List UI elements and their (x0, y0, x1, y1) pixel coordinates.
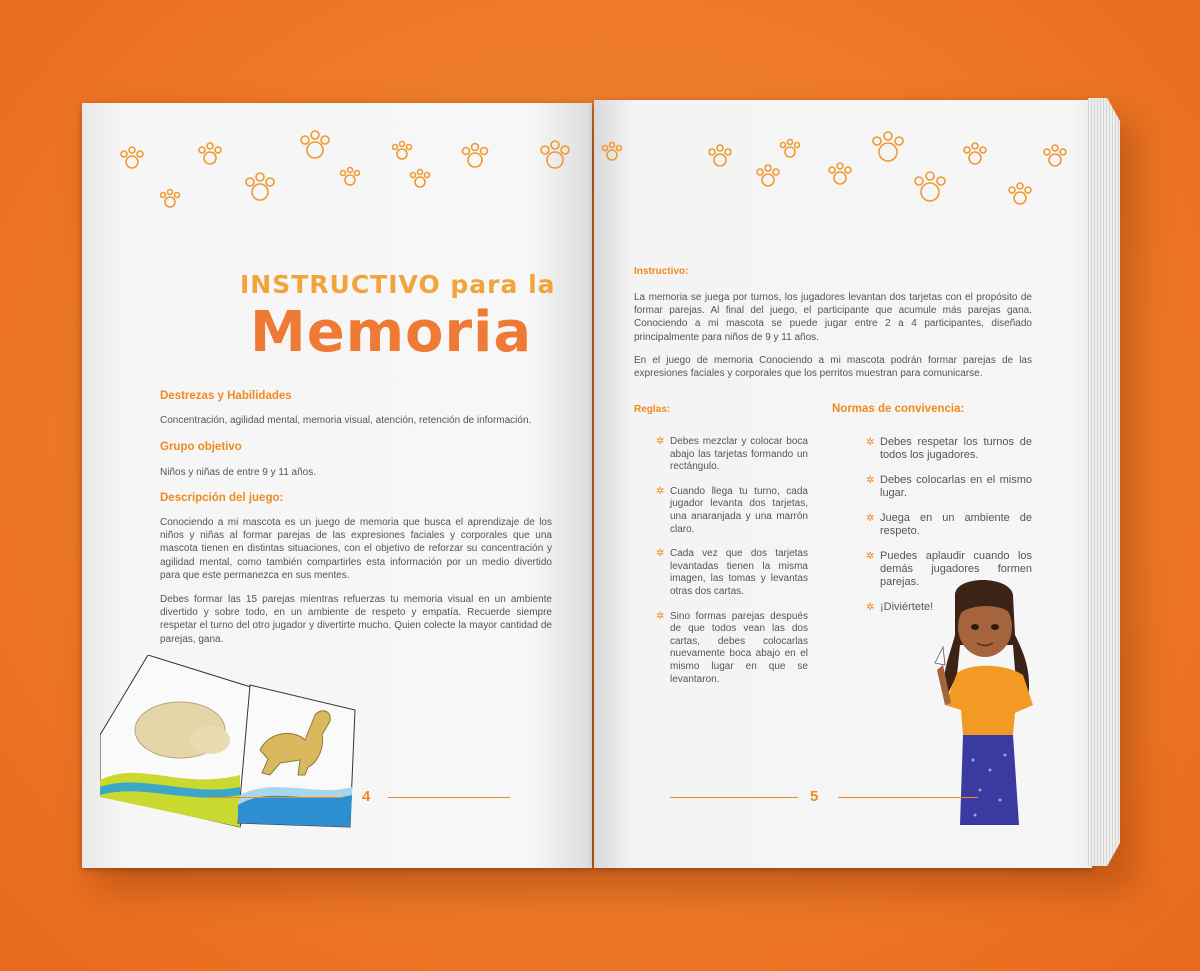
paw-print-icon (873, 132, 903, 161)
paw-print-icon (1044, 145, 1066, 166)
norms-heading: Normas de convivencia: (832, 403, 965, 415)
paw-print-icon (161, 190, 180, 208)
rule-item: ✲ Cuando llega tu turno, cada jugador levanta dos tarjetas, una anaranjada y una marrón claro. (656, 486, 808, 536)
rule-item: ✲ Sino formas parejas después de que todos vean las dos cartas, debes colocarlas nuevamente boca abajo en el mismo lugar en que se levantaron. (656, 611, 808, 687)
title-line-1: INSTRUCTIVO para la (240, 270, 556, 299)
footer-rule-right-a (670, 797, 798, 798)
description-paragraph-1: Conociendo a mi mascota es un juego de memoria que busca el aprendizaje de los niños y niñas al formar parejas de las expresiones faciales y corporales que una mascota tienen en distintas situaciones, con el objetivo de reforzar su concentración y agilidad mental, como también compartirles esta información por un medio divertido para que este permanezca en sus mentes. (160, 517, 552, 581)
skills-heading: Destrezas y Habilidades (160, 390, 292, 402)
page-number-left: 4 (362, 788, 371, 805)
paw-print-icon (781, 140, 800, 158)
title-line-2: Memoria (250, 300, 533, 365)
target-text: Niños y niñas de entre 9 y 11 años. (160, 467, 317, 478)
dog-cards-illustration (100, 655, 360, 830)
paw-print-icon (964, 143, 986, 164)
girl-illustration (915, 575, 1055, 827)
paw-print-icon (1009, 183, 1031, 204)
norm-item: ✲ Juega en un ambiente de respeto. (866, 512, 1032, 538)
page-stack-edge (1088, 98, 1120, 866)
paw-prints-right (600, 130, 1080, 220)
paw-print-icon (301, 131, 329, 158)
rules-list (656, 436, 808, 698)
paw-print-icon (709, 145, 731, 166)
norm-item: ✲ Debes respetar los turnos de todos los jugadores. (866, 436, 1032, 462)
norm-item: ✲ Puedes aplaudir cuando los demás jugadores formen parejas. (866, 550, 1032, 589)
paw-print-icon (411, 170, 430, 188)
instructive-paragraph-1: La memoria se juega por turnos, los jugadores levantan dos tarjetas con el propósito de formar parejas. Al final del juego, el participante que acumule más parejas gana. Conociendo a mi mascota se puede jugar entre 2 a 4 participantes, diseñado principalmente para niños de 9 y 11 años. (634, 292, 1032, 343)
paw-print-icon (463, 144, 488, 168)
paw-print-icon (246, 173, 274, 200)
target-heading: Grupo objetivo (160, 441, 242, 453)
paw-print-icon (393, 142, 412, 160)
instructive-paragraph-2: En el juego de memoria Conociendo a mi mascota podrán formar parejas de las expresiones faciales y corporales que los perritos muestran para comunicarse. (634, 355, 1032, 380)
paw-print-icon (603, 143, 622, 161)
paw-print-icon (915, 172, 945, 201)
footer-rule-right-b (838, 797, 978, 798)
paw-print-icon (829, 163, 851, 184)
rule-item: ✲ Debes mezclar y colocar boca abajo las tarjetas formando un rectángulo. (656, 436, 808, 474)
paw-prints-left (110, 130, 580, 220)
norm-item: ✲ ¡Diviértete! (866, 601, 1032, 614)
footer-rule-left-a (208, 797, 343, 798)
footer-rule-left-b (388, 797, 510, 798)
instructive-heading: Instructivo: (634, 266, 689, 277)
paw-print-icon (757, 165, 779, 186)
paw-print-icon (199, 143, 221, 164)
skills-text: Concentración, agilidad mental, memoria visual, atención, retención de información. (160, 415, 532, 426)
description-paragraph-2: Debes formar las 15 parejas mientras refuerzas tu memoria visual en un ambiente divertido y sobre todo, en un ambiente de respeto y empatía. Recuerde siempre respetar el turno del otro jugador y divertirte mucho. Quien colecte la mayor cantidad de parejas, gana. (160, 594, 552, 645)
rules-heading: Reglas: (634, 404, 671, 415)
paw-print-icon (341, 168, 360, 186)
paw-print-icon (121, 147, 143, 168)
paw-print-icon (541, 141, 569, 168)
norm-item: ✲ Debes colocarlas en el mismo lugar. (866, 474, 1032, 500)
description-heading: Descripción del juego: (160, 492, 284, 504)
page-number-right: 5 (810, 788, 819, 805)
rule-item: ✲ Cada vez que dos tarjetas levantadas tienen la misma imagen, las tomas y levantas otras dos cartas. (656, 548, 808, 598)
